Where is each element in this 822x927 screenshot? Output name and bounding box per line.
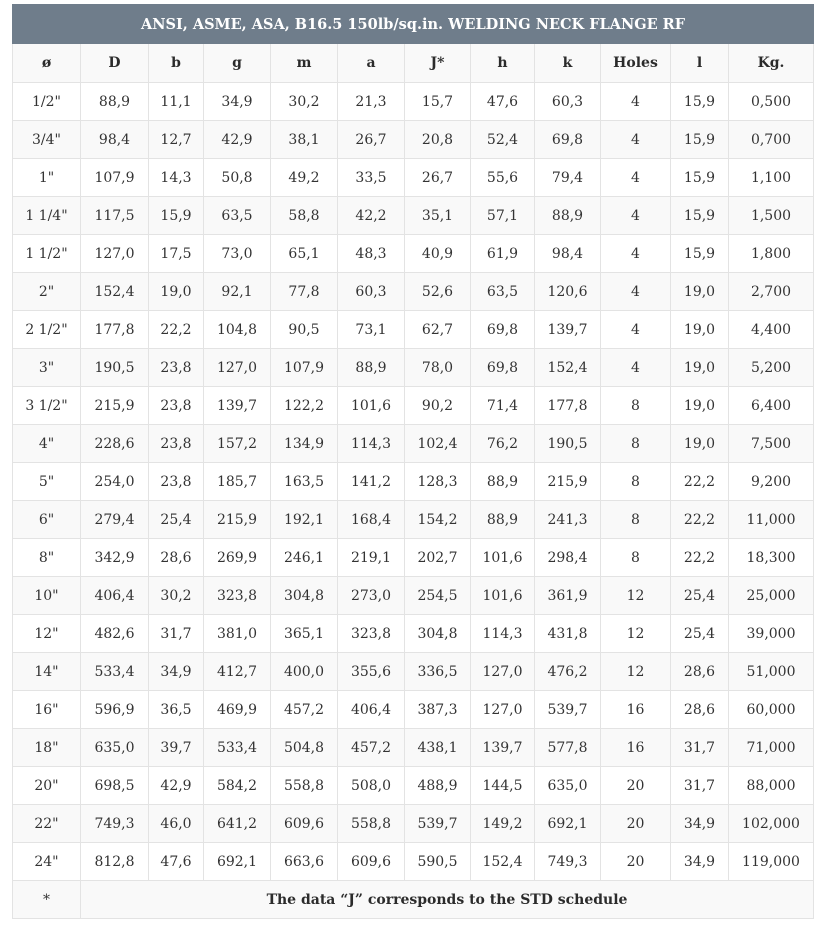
column-header: J* [405, 44, 471, 83]
table-cell: 3" [13, 349, 81, 387]
table-cell: 31,7 [149, 615, 204, 653]
table-row [13, 235, 814, 273]
table-cell: 16 [601, 691, 671, 729]
table-cell: 33,5 [338, 159, 405, 197]
table-cell: 14" [13, 653, 81, 691]
table-cell: 4,400 [729, 311, 814, 349]
table-cell: 5,200 [729, 349, 814, 387]
table-cell: 90,2 [405, 387, 471, 425]
table-cell: 21,3 [338, 83, 405, 121]
table-cell: 323,8 [338, 615, 405, 653]
table-cell: 692,1 [204, 843, 271, 881]
table-cell: 342,9 [81, 539, 149, 577]
table-cell: 336,5 [405, 653, 471, 691]
table-cell: 12" [13, 615, 81, 653]
table-cell: 15,9 [671, 159, 729, 197]
table-cell: 60,3 [535, 83, 601, 121]
table-cell: 22,2 [671, 539, 729, 577]
table-cell: 34,9 [149, 653, 204, 691]
table-cell: 102,4 [405, 425, 471, 463]
table-cell: 177,8 [535, 387, 601, 425]
table-cell: 62,7 [405, 311, 471, 349]
table-cell: 26,7 [338, 121, 405, 159]
table-cell: 14,3 [149, 159, 204, 197]
table-cell: 1 1/4" [13, 197, 81, 235]
table-cell: 25,4 [671, 577, 729, 615]
table-cell: 88,9 [471, 501, 535, 539]
column-header: Kg. [729, 44, 814, 83]
table-cell: 457,2 [271, 691, 338, 729]
table-cell: 641,2 [204, 805, 271, 843]
column-header: D [81, 44, 149, 83]
table-cell: 18,300 [729, 539, 814, 577]
table-cell: 61,9 [471, 235, 535, 273]
table-cell: 406,4 [338, 691, 405, 729]
table-cell: 117,5 [81, 197, 149, 235]
table-cell: 10" [13, 577, 81, 615]
table-row [13, 767, 814, 805]
column-header: g [204, 44, 271, 83]
table-cell: 152,4 [81, 273, 149, 311]
table-cell: 355,6 [338, 653, 405, 691]
table-cell: 30,2 [149, 577, 204, 615]
table-row [13, 615, 814, 653]
table-cell: 361,9 [535, 577, 601, 615]
table-cell: 273,0 [338, 577, 405, 615]
table-cell: 107,9 [81, 159, 149, 197]
table-cell: 23,8 [149, 349, 204, 387]
table-cell: 8" [13, 539, 81, 577]
table-row [13, 463, 814, 501]
table-cell: 20 [601, 843, 671, 881]
table-cell: 31,7 [671, 767, 729, 805]
table-cell: 152,4 [471, 843, 535, 881]
table-cell: 698,5 [81, 767, 149, 805]
table-cell: 215,9 [535, 463, 601, 501]
table-cell: 406,4 [81, 577, 149, 615]
table-cell: 279,4 [81, 501, 149, 539]
table-cell: 25,4 [149, 501, 204, 539]
table-cell: 73,1 [338, 311, 405, 349]
table-cell: 51,000 [729, 653, 814, 691]
table-cell: 304,8 [271, 577, 338, 615]
table-cell: 71,000 [729, 729, 814, 767]
table-cell: 4 [601, 197, 671, 235]
table-cell: 749,3 [81, 805, 149, 843]
table-cell: 16 [601, 729, 671, 767]
table-cell: 154,2 [405, 501, 471, 539]
table-cell: 20" [13, 767, 81, 805]
table-cell: 635,0 [535, 767, 601, 805]
table-cell: 69,8 [471, 311, 535, 349]
table-cell: 0,700 [729, 121, 814, 159]
table-cell: 134,9 [271, 425, 338, 463]
table-cell: 25,4 [671, 615, 729, 653]
table-cell: 219,1 [338, 539, 405, 577]
table-cell: 34,9 [671, 843, 729, 881]
table-cell: 8 [601, 425, 671, 463]
column-header: Holes [601, 44, 671, 83]
table-cell: 4 [601, 83, 671, 121]
table-cell: 1,500 [729, 197, 814, 235]
table-cell: 609,6 [338, 843, 405, 881]
table-cell: 31,7 [671, 729, 729, 767]
table-cell: 635,0 [81, 729, 149, 767]
table-cell: 381,0 [204, 615, 271, 653]
table-body [13, 83, 814, 881]
table-cell: 19,0 [671, 425, 729, 463]
table-cell: 15,9 [671, 121, 729, 159]
table-cell: 28,6 [671, 653, 729, 691]
table-cell: 141,2 [338, 463, 405, 501]
table-cell: 246,1 [271, 539, 338, 577]
table-cell: 122,2 [271, 387, 338, 425]
table-cell: 12 [601, 653, 671, 691]
table-cell: 3/4" [13, 121, 81, 159]
table-cell: 139,7 [471, 729, 535, 767]
table-cell: 812,8 [81, 843, 149, 881]
table-cell: 15,7 [405, 83, 471, 121]
table-cell: 6,400 [729, 387, 814, 425]
table-cell: 22,2 [149, 311, 204, 349]
column-header: ø [13, 44, 81, 83]
table-cell: 20 [601, 805, 671, 843]
column-header: m [271, 44, 338, 83]
table-cell: 269,9 [204, 539, 271, 577]
table-cell: 50,8 [204, 159, 271, 197]
table-cell: 577,8 [535, 729, 601, 767]
table-cell: 4" [13, 425, 81, 463]
table-cell: 168,4 [338, 501, 405, 539]
table-cell: 692,1 [535, 805, 601, 843]
table-cell: 38,1 [271, 121, 338, 159]
table-cell: 49,2 [271, 159, 338, 197]
table-cell: 412,7 [204, 653, 271, 691]
table-cell: 558,8 [338, 805, 405, 843]
table-cell: 127,0 [204, 349, 271, 387]
table-cell: 63,5 [204, 197, 271, 235]
table-cell: 114,3 [338, 425, 405, 463]
table-cell: 60,000 [729, 691, 814, 729]
table-cell: 1/2" [13, 83, 81, 121]
table-cell: 35,1 [405, 197, 471, 235]
table-row [13, 159, 814, 197]
table-cell: 365,1 [271, 615, 338, 653]
table-row [13, 805, 814, 843]
table-cell: 438,1 [405, 729, 471, 767]
table-cell: 1 1/2" [13, 235, 81, 273]
table-cell: 127,0 [471, 653, 535, 691]
table-cell: 20,8 [405, 121, 471, 159]
table-cell: 98,4 [535, 235, 601, 273]
table-cell: 26,7 [405, 159, 471, 197]
table-title: ANSI, ASME, ASA, B16.5 150lb/sq.in. WELDING NECK FLANGE RF [13, 5, 814, 44]
table-cell: 47,6 [471, 83, 535, 121]
table-cell: 76,2 [471, 425, 535, 463]
table-cell: 9,200 [729, 463, 814, 501]
table-cell: 323,8 [204, 577, 271, 615]
table-cell: 42,2 [338, 197, 405, 235]
table-cell: 19,0 [671, 311, 729, 349]
table-cell: 16" [13, 691, 81, 729]
header-row [13, 44, 814, 83]
table-row [13, 501, 814, 539]
table-cell: 139,7 [535, 311, 601, 349]
table-cell: 215,9 [204, 501, 271, 539]
table-cell: 3 1/2" [13, 387, 81, 425]
table-cell: 39,7 [149, 729, 204, 767]
table-cell: 12 [601, 577, 671, 615]
table-cell: 88,9 [81, 83, 149, 121]
table-cell: 6" [13, 501, 81, 539]
table-cell: 400,0 [271, 653, 338, 691]
table-cell: 539,7 [535, 691, 601, 729]
table-cell: 609,6 [271, 805, 338, 843]
table-cell: 19,0 [671, 349, 729, 387]
table-cell: 254,0 [81, 463, 149, 501]
table-cell: 5" [13, 463, 81, 501]
table-cell: 57,1 [471, 197, 535, 235]
column-header: k [535, 44, 601, 83]
table-cell: 298,4 [535, 539, 601, 577]
table-cell: 19,0 [149, 273, 204, 311]
table-cell: 101,6 [338, 387, 405, 425]
table-cell: 508,0 [338, 767, 405, 805]
table-row [13, 387, 814, 425]
table-cell: 114,3 [471, 615, 535, 653]
table-cell: 558,8 [271, 767, 338, 805]
table-cell: 139,7 [204, 387, 271, 425]
table-cell: 36,5 [149, 691, 204, 729]
table-cell: 12,7 [149, 121, 204, 159]
table-cell: 88,9 [535, 197, 601, 235]
table-cell: 304,8 [405, 615, 471, 653]
table-cell: 15,9 [671, 197, 729, 235]
table-cell: 88,9 [471, 463, 535, 501]
table-cell: 42,9 [149, 767, 204, 805]
table-cell: 8 [601, 501, 671, 539]
table-cell: 88,9 [338, 349, 405, 387]
table-cell: 190,5 [81, 349, 149, 387]
table-cell: 127,0 [471, 691, 535, 729]
table-cell: 28,6 [149, 539, 204, 577]
table-cell: 192,1 [271, 501, 338, 539]
table-row [13, 843, 814, 881]
table-cell: 488,9 [405, 767, 471, 805]
table-cell: 23,8 [149, 387, 204, 425]
table-cell: 88,000 [729, 767, 814, 805]
table-row [13, 121, 814, 159]
column-header: l [671, 44, 729, 83]
table-row [13, 273, 814, 311]
table-cell: 19,0 [671, 273, 729, 311]
table-cell: 102,000 [729, 805, 814, 843]
table-cell: 7,500 [729, 425, 814, 463]
table-cell: 539,7 [405, 805, 471, 843]
table-cell: 185,7 [204, 463, 271, 501]
table-cell: 202,7 [405, 539, 471, 577]
table-cell: 20 [601, 767, 671, 805]
table-cell: 52,6 [405, 273, 471, 311]
table-cell: 149,2 [471, 805, 535, 843]
table-row [13, 83, 814, 121]
table-cell: 46,0 [149, 805, 204, 843]
table-cell: 2 1/2" [13, 311, 81, 349]
table-cell: 69,8 [535, 121, 601, 159]
table-cell: 92,1 [204, 273, 271, 311]
table-cell: 482,6 [81, 615, 149, 653]
table-cell: 4 [601, 273, 671, 311]
table-cell: 79,4 [535, 159, 601, 197]
table-cell: 533,4 [81, 653, 149, 691]
table-cell: 387,3 [405, 691, 471, 729]
table-cell: 431,8 [535, 615, 601, 653]
table-cell: 58,8 [271, 197, 338, 235]
table-cell: 90,5 [271, 311, 338, 349]
table-cell: 8 [601, 463, 671, 501]
table-cell: 28,6 [671, 691, 729, 729]
table-cell: 23,8 [149, 425, 204, 463]
table-cell: 12 [601, 615, 671, 653]
table-cell: 65,1 [271, 235, 338, 273]
table-cell: 104,8 [204, 311, 271, 349]
table-cell: 101,6 [471, 577, 535, 615]
table-cell: 1" [13, 159, 81, 197]
table-cell: 127,0 [81, 235, 149, 273]
table-row [13, 539, 814, 577]
table-cell: 77,8 [271, 273, 338, 311]
table-cell: 42,9 [204, 121, 271, 159]
column-header: b [149, 44, 204, 83]
table-row [13, 311, 814, 349]
table-cell: 152,4 [535, 349, 601, 387]
table-cell: 128,3 [405, 463, 471, 501]
table-cell: 469,9 [204, 691, 271, 729]
table-cell: 590,5 [405, 843, 471, 881]
table-cell: 63,5 [471, 273, 535, 311]
flange-table-container [12, 4, 813, 919]
table-cell: 15,9 [671, 83, 729, 121]
table-cell: 69,8 [471, 349, 535, 387]
table-cell: 8 [601, 539, 671, 577]
table-cell: 584,2 [204, 767, 271, 805]
table-cell: 663,6 [271, 843, 338, 881]
table-cell: 48,3 [338, 235, 405, 273]
table-cell: 157,2 [204, 425, 271, 463]
table-cell: 107,9 [271, 349, 338, 387]
table-cell: 1,800 [729, 235, 814, 273]
table-cell: 52,4 [471, 121, 535, 159]
table-cell: 47,6 [149, 843, 204, 881]
table-cell: 8 [601, 387, 671, 425]
table-cell: 596,9 [81, 691, 149, 729]
table-cell: 4 [601, 349, 671, 387]
table-row [13, 577, 814, 615]
table-cell: 254,5 [405, 577, 471, 615]
table-cell: 22" [13, 805, 81, 843]
table-cell: 78,0 [405, 349, 471, 387]
table-cell: 98,4 [81, 121, 149, 159]
table-cell: 15,9 [671, 235, 729, 273]
table-cell: 457,2 [338, 729, 405, 767]
table-cell: 2,700 [729, 273, 814, 311]
table-cell: 23,8 [149, 463, 204, 501]
table-cell: 177,8 [81, 311, 149, 349]
table-cell: 34,9 [204, 83, 271, 121]
table-cell: 15,9 [149, 197, 204, 235]
table-cell: 533,4 [204, 729, 271, 767]
table-cell: 4 [601, 121, 671, 159]
table-cell: 34,9 [671, 805, 729, 843]
table-row [13, 653, 814, 691]
table-cell: 0,500 [729, 83, 814, 121]
table-cell: 1,100 [729, 159, 814, 197]
table-row [13, 691, 814, 729]
column-header: a [338, 44, 405, 83]
table-cell: 11,1 [149, 83, 204, 121]
table-row [13, 349, 814, 387]
table-cell: 22,2 [671, 463, 729, 501]
table-cell: 18" [13, 729, 81, 767]
table-cell: 40,9 [405, 235, 471, 273]
table-cell: 4 [601, 159, 671, 197]
table-cell: 55,6 [471, 159, 535, 197]
table-cell: 163,5 [271, 463, 338, 501]
table-cell: 24" [13, 843, 81, 881]
flange-dimensions-table [12, 4, 814, 919]
table-cell: 241,3 [535, 501, 601, 539]
footnote-text: The data “J” corresponds to the STD schedule [81, 881, 814, 919]
table-cell: 101,6 [471, 539, 535, 577]
column-header: h [471, 44, 535, 83]
table-cell: 73,0 [204, 235, 271, 273]
table-cell: 2" [13, 273, 81, 311]
table-cell: 11,000 [729, 501, 814, 539]
table-cell: 476,2 [535, 653, 601, 691]
table-cell: 119,000 [729, 843, 814, 881]
table-cell: 39,000 [729, 615, 814, 653]
table-cell: 4 [601, 235, 671, 273]
footnote-row [13, 881, 814, 919]
table-cell: 504,8 [271, 729, 338, 767]
table-cell: 4 [601, 311, 671, 349]
table-cell: 71,4 [471, 387, 535, 425]
table-cell: 144,5 [471, 767, 535, 805]
table-cell: 190,5 [535, 425, 601, 463]
table-cell: 228,6 [81, 425, 149, 463]
footnote-marker: * [13, 881, 81, 919]
table-cell: 30,2 [271, 83, 338, 121]
table-cell: 25,000 [729, 577, 814, 615]
table-cell: 60,3 [338, 273, 405, 311]
table-row [13, 425, 814, 463]
table-cell: 749,3 [535, 843, 601, 881]
table-cell: 120,6 [535, 273, 601, 311]
table-cell: 19,0 [671, 387, 729, 425]
table-row [13, 197, 814, 235]
table-cell: 17,5 [149, 235, 204, 273]
table-row [13, 729, 814, 767]
table-cell: 22,2 [671, 501, 729, 539]
table-cell: 215,9 [81, 387, 149, 425]
